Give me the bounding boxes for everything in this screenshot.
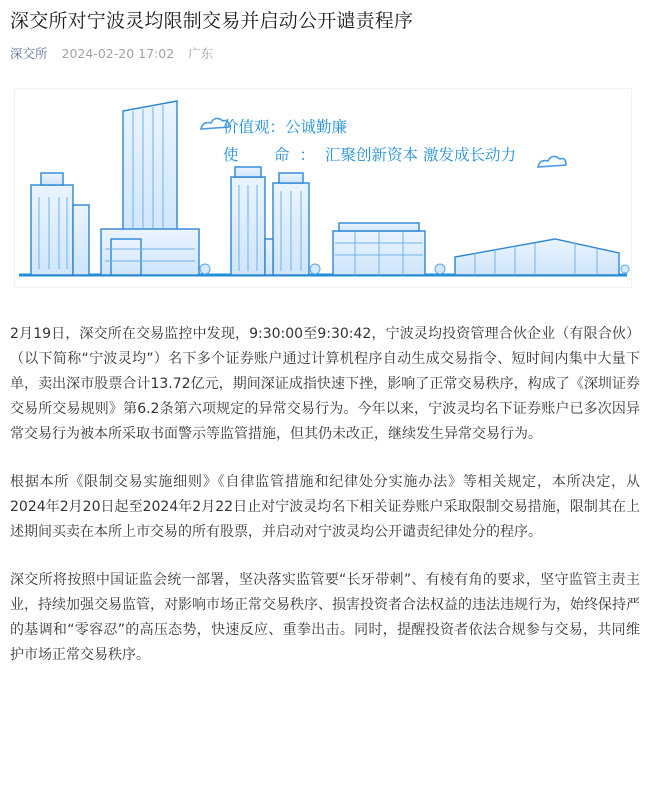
paragraph: 根据本所《限制交易实施细则》《自律监管措施和纪律处分实施办法》等相关规定，本所决定，从2024年2月20日起至2024年2月22日止对宁波灵均名下相关证券账户采取限制交易措施，限制其在上述期间买卖在本所上市交易的所有股票，并启动对宁波灵均公开谴责纪律处分的程序。 <box>10 474 640 540</box>
publish-datetime: 2024-02-20 17:02 <box>61 46 175 61</box>
value-slogan <box>223 113 516 141</box>
value-text: 公诚勤廉 <box>285 118 348 136</box>
mission-text: 汇聚创新资本 激发成长动力 <box>325 146 516 164</box>
paragraph: 深交所将按照中国证监会统一部署，坚决落实监管要“长牙带刺”、有棱有角的要求，坚守监管主责主业，持续加强交易监管，对影响市场正常交易秩序、损害投资者合法权益的违法违规行为，始终保持严的基调和“零容忍”的高压态势，快速反应、重拳出击。同时，提醒投资者依法合规参与交易，共同维护市场正常交易秩序。 <box>10 572 640 663</box>
author-link[interactable]: 深交所 <box>10 46 48 61</box>
publish-location: 广东 <box>188 46 214 61</box>
mission-slogan <box>223 141 516 169</box>
cloud-icon <box>538 156 566 167</box>
article-body <box>10 322 640 668</box>
value-label: 价值观： <box>223 118 286 136</box>
mission-label: 使 命： <box>223 146 326 164</box>
article-meta <box>10 46 640 62</box>
article-title: 深交所对宁波灵均限制交易并启动公开谴责程序 <box>10 10 414 32</box>
banner-image <box>14 88 632 288</box>
banner-slogan <box>223 113 516 169</box>
paragraph: 2月19日，深交所在交易监控中发现，9:30:00至9:30:42，宁波灵均投资管理合伙企业（有限合伙）（以下简称“宁波灵均”）名下多个证券账户通过计算机程序自动生成交易指令、短时间内集中大量下单，卖出深市股票合计13.72亿元，期间深证成指快速下挫，影响了正常交易秩序，构成了《深圳证券交易所交易规则》第6.2条第六项规定的异常交易行为。今年以来，宁波灵均名下证券账户已多次因异常交易行为被本所采取书面警示等监管措施，但其仍未改正，继续发生异常交易行为。 <box>10 326 640 442</box>
